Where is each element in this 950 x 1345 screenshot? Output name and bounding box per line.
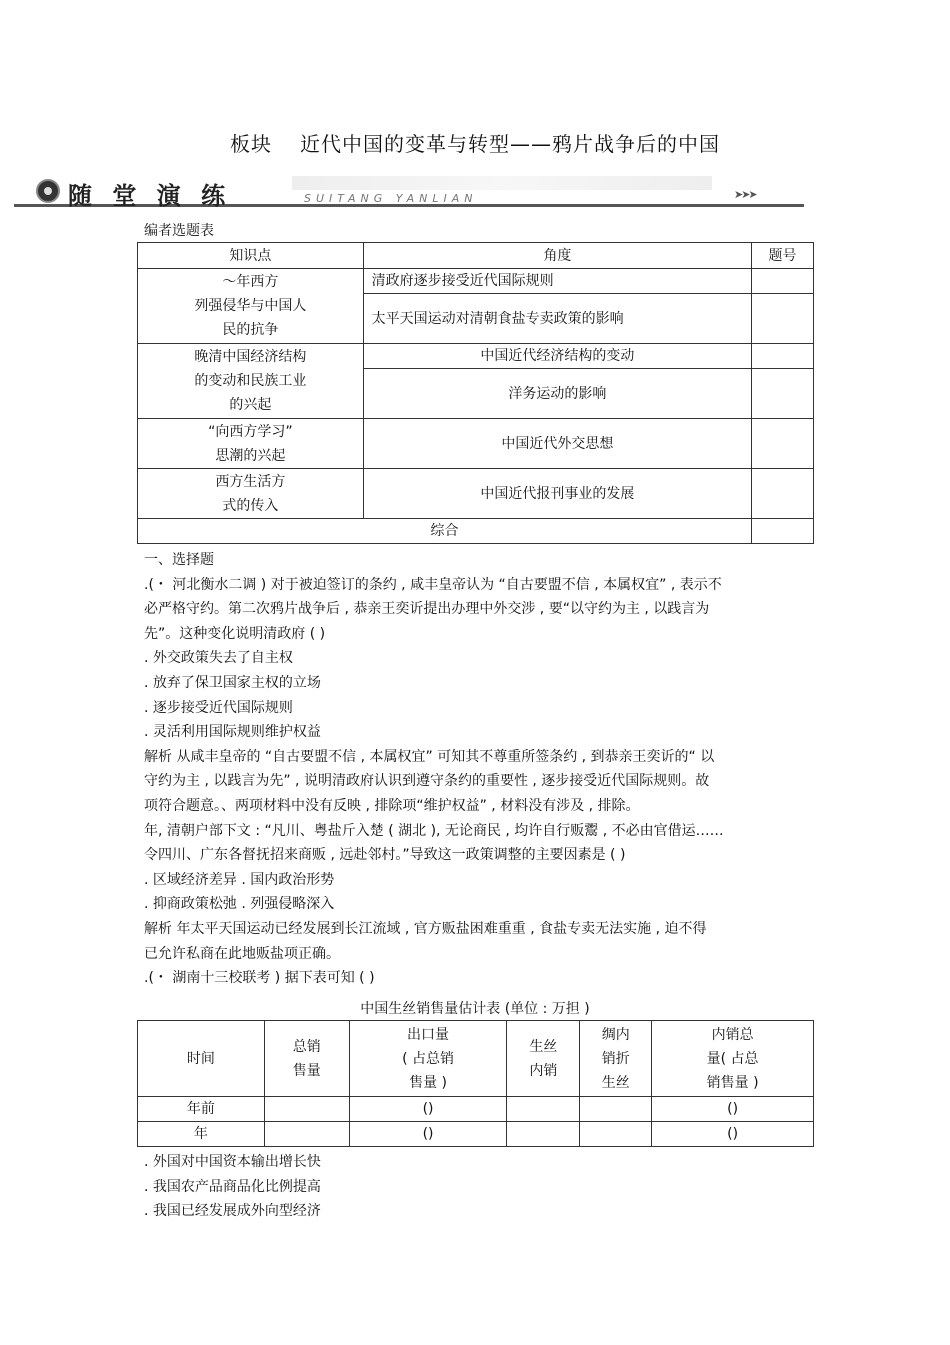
option-line: . 抑商政策松弛 . 列强侵略深入 (144, 896, 335, 913)
header-line: 内销 (529, 1062, 558, 1079)
topic-cell (138, 469, 364, 519)
banner-arrows-icon: ➤➤➤ (734, 188, 756, 201)
option-line: . 放弃了保卫国家主权的立场 (144, 674, 321, 691)
banner-title: 随 堂 演 练 (68, 182, 232, 210)
angle-cell: 太平天国运动对清朝食盐专卖政策的影响 (363, 294, 751, 344)
options-list (144, 1150, 814, 1224)
table-row (138, 1122, 814, 1147)
text-line: 必严格守约。第二次鸦片战争后 , 恭亲王奕䜣提出办理中外交涉 , 要“以守约为主 , 以践言为 (144, 601, 710, 618)
silk-table (137, 1020, 814, 1147)
table-row (138, 419, 814, 469)
silk-table-caption: 中国生丝销售量估计表 (单位 : 万担 ) (360, 1001, 590, 1017)
title-topic: 近代中国的变革与转型——鸦片战争后的中国 (300, 132, 720, 156)
total-cell (264, 1122, 349, 1147)
text-line: 令四川、广东各督抚招来商贩 , 远赴邻村。”导致这一政策调整的主要因素是 ( ) (144, 847, 626, 864)
topic-line: 西方生活方 (215, 473, 286, 490)
topic-table (137, 242, 814, 544)
table-header-row (138, 243, 814, 269)
angle-cell: 中国近代报刊事业的发展 (363, 469, 751, 519)
table-row (138, 1097, 814, 1122)
option-line: . 外国对中国资本输出增长快 (144, 1154, 321, 1170)
header-line: 绸内 (601, 1026, 630, 1043)
analysis-line: 解析 年太平天国运动已经发展到长江流域 , 官方贩盐困难重重 , 食盐专卖无法实施 , 迫不得 (144, 920, 707, 937)
number-cell (752, 469, 814, 519)
option-line: . 灵活利用国际规则维护权益 (144, 724, 321, 741)
number-cell (752, 369, 814, 419)
table-header-row (138, 1021, 814, 1097)
banner-band (292, 176, 712, 190)
analysis-line: 已允许私商在此地贩盐项正确。 (144, 945, 340, 962)
total-cell (264, 1097, 349, 1122)
silk-cell (580, 1097, 652, 1122)
banner-subtitle: SUITANG YANLIAN (304, 192, 478, 205)
option-line: . 外交政策失去了自主权 (144, 650, 293, 667)
text-line: .(・ 河北衡水二调 ) 对于被迫签订的条约 , 咸丰皇帝认为 “自古要盟不信 , 本属权宜” , 表示不 (144, 576, 722, 593)
number-cell (752, 344, 814, 369)
header-total (264, 1021, 349, 1097)
header-topic: 知识点 (138, 243, 364, 269)
raw-cell (507, 1122, 580, 1147)
topic-cell (138, 419, 364, 469)
table-row (138, 469, 814, 519)
table-row (138, 519, 814, 544)
text-line: 先”。这种变化说明清政府 ( ) (144, 625, 326, 642)
option-line: . 区域经济差异 . 国内政治形势 (144, 871, 335, 888)
topic-line: ～年西方 (222, 274, 279, 290)
text-line: 年, 清朝户部下文 : “凡川、粤盐斤入楚 ( 湖北 ), 无论商民 , 均许自行贩鬻 , 不必由官借运…… (144, 822, 724, 839)
summary-cell: 综合 (138, 519, 752, 544)
silk-cell (580, 1122, 652, 1147)
topic-cell (138, 344, 364, 419)
table-row (138, 344, 814, 369)
option-line: . 逐步接受近代国际规则 (144, 699, 293, 716)
analysis-line: 项符合题意。、两项材料中没有反映 , 排除项“维护权益” , 材料没有涉及 , 排除。 (144, 797, 640, 814)
header-number: 题号 (752, 243, 814, 269)
header-time: 时间 (138, 1021, 265, 1097)
angle-cell: 中国近代外交思想 (363, 419, 751, 469)
number-cell (752, 269, 814, 294)
question-text (144, 548, 814, 991)
analysis-line: 解析 从咸丰皇帝的 “自古要盟不信 , 本属权宜” 可知其不尊重所签条约 , 到恭亲王奕䜣的“ 以 (144, 748, 715, 765)
header-line: 售量 ) (409, 1074, 447, 1091)
header-line: 内销总 (711, 1026, 754, 1043)
export-cell: () (349, 1122, 507, 1147)
topic-line: 民的抗争 (222, 322, 279, 338)
header-line: 销折 (601, 1050, 630, 1067)
header-line: 量( 占总 (706, 1050, 759, 1067)
domestic-cell: () (652, 1097, 814, 1122)
domestic-cell: () (652, 1122, 814, 1147)
text-line: 一、选择题 (144, 552, 214, 568)
topic-line: 式的传入 (222, 497, 279, 514)
header-export (349, 1021, 507, 1097)
option-line: . 我国已经发展成外向型经济 (144, 1203, 321, 1220)
option-line: . 我国农产品商品化比例提高 (144, 1178, 321, 1195)
text-line: .(・ 湖南十三校联考 ) 据下表可知 ( ) (144, 970, 375, 987)
title-section: 板块 (230, 132, 272, 156)
topic-line: 晚清中国经济结构 (194, 349, 307, 365)
banner-circle-icon (36, 179, 60, 203)
header-line: 生丝 (529, 1038, 558, 1055)
table-caption: 编者选题表 (144, 223, 214, 239)
angle-cell: 清政府逐步接受近代国际规则 (363, 269, 751, 294)
header-line: 售量 (292, 1062, 321, 1079)
header-line: 总销 (292, 1038, 321, 1055)
topic-line: 列强侵华与中国人 (194, 298, 307, 314)
section-banner (14, 176, 804, 210)
header-line: 出口量 (407, 1026, 450, 1043)
time-cell: 年前 (138, 1097, 265, 1122)
export-cell: () (349, 1097, 507, 1122)
header-line: 销售量 ) (706, 1074, 759, 1091)
time-cell: 年 (138, 1122, 265, 1147)
topic-line: 的兴起 (229, 397, 272, 413)
header-silk-fabric (580, 1021, 652, 1097)
topic-cell (138, 269, 364, 344)
header-line: 生丝 (601, 1074, 630, 1091)
header-angle: 角度 (363, 243, 751, 269)
header-raw-silk (507, 1021, 580, 1097)
topic-line: 思潮的兴起 (215, 447, 286, 464)
topic-line: 的变动和民族工业 (194, 373, 307, 389)
page-title (0, 128, 950, 157)
table-row (138, 269, 814, 294)
number-cell (752, 519, 814, 544)
topic-line: “向西方学习” (208, 423, 293, 440)
analysis-line: 守约为主 , 以践言为先” , 说明清政府认识到遵守条约的重要性 , 逐步接受近代国际规则。故 (144, 773, 710, 790)
header-domestic (652, 1021, 814, 1097)
number-cell (752, 294, 814, 344)
header-line: ( 占总销 (402, 1050, 454, 1067)
number-cell (752, 419, 814, 469)
angle-cell: 中国近代经济结构的变动 (363, 344, 751, 369)
angle-cell: 洋务运动的影响 (363, 369, 751, 419)
raw-cell (507, 1097, 580, 1122)
